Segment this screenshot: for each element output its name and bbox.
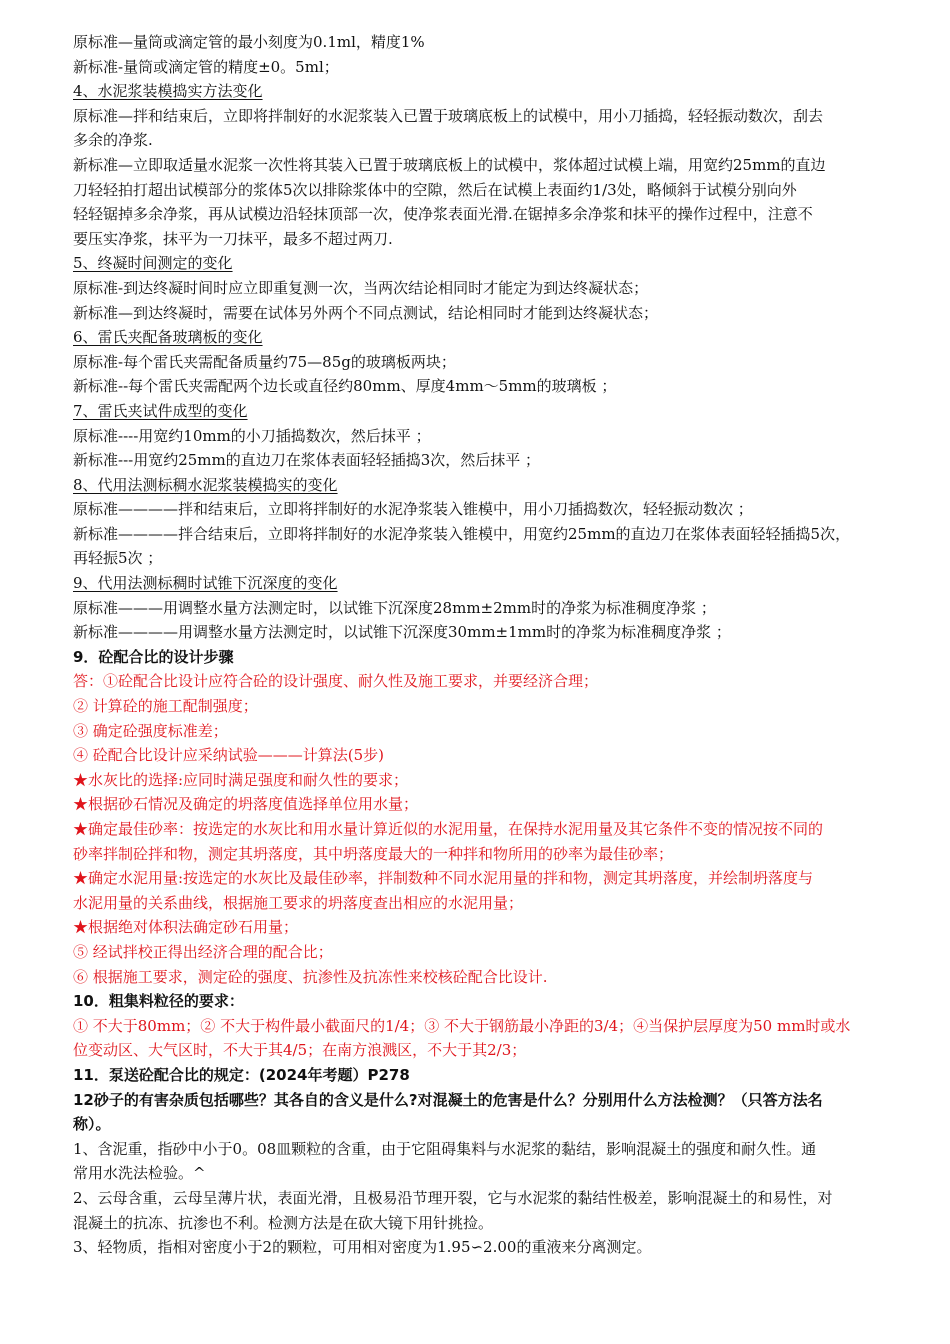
answer-line: 答：①砼配合比设计应符合砼的设计强度、耐久性及施工要求，并要经济合理；	[73, 672, 599, 691]
text-line: 轻轻锯掉多余净浆，再从试模边沿轻抹顶部一次，使净浆表面光滑.在锯掉多余净浆和抹平的操作过程中，注意不	[73, 205, 813, 224]
section-heading: 8、代用法测标稠水泥浆装模捣实的变化	[73, 475, 338, 494]
text-line: 原标准—量筒或滴定管的最小刻度为0.1ml，精度1%	[73, 33, 425, 51]
answer-line: ★确定最佳砂率：按选定的水灰比和用水量计算近似的水泥用量，在保持水泥用量及其它条件不变的情况按不同的	[73, 820, 824, 838]
text-line: 2、云母含重，云母呈薄片状，表面光滑，且极易沿节理开裂，它与水泥浆的黏结性极差，影响混凝土的和易性，对	[73, 1188, 833, 1207]
answer-line: ★水灰比的选择:应同时满足强度和耐久性的要求；	[73, 770, 409, 789]
text-line: 多余的净浆.	[73, 131, 153, 150]
text-line: 再轻振5次 ；	[73, 549, 163, 568]
text-line: 3、轻物质，指相对密度小于2的颗粒，可用相对密度为1.95∽2.00的重液来分离测定。	[73, 1238, 652, 1257]
answer-line: ⑤ 经试拌校正得出经济合理的配合比；	[73, 942, 333, 961]
answer-line: 砂率拌制砼拌和物，测定其坍落度，其中坍落度最大的一种拌和物所用的砂率为最佳砂率；	[73, 844, 674, 863]
question-heading: 9．砼配合比的设计步骤	[73, 647, 234, 666]
answer-line: ③ 确定砼强度标准差；	[73, 721, 228, 740]
text-line: 1、含泥重，指砂中小于0。08皿颗粒的含重，由于它阻碍集料与水泥浆的黏结，影响混凝土的强度和耐久性。通	[73, 1139, 817, 1158]
answer-line: 水泥用量的关系曲线，根据施工要求的坍落度查出相应的水泥用量；	[73, 893, 524, 912]
answer-line: ★根据砂石情况及确定的坍落度值选择单位用水量；	[73, 795, 419, 814]
text-line: 新标准—到达终凝时，需要在试体另外两个不同点测试，结论相同时才能到达终凝状态；	[73, 303, 659, 322]
text-line: 原标准———用调整水量方法测定时，以试锥下沉深度28mm±2mm时的净浆为标准稠度净浆 ；	[73, 598, 716, 617]
text-line: 新标准---用宽约25mm的直边刀在浆体表面轻轻插捣3次，然后抹平 ；	[73, 451, 541, 470]
text-line: 原标准————拌和结束后，立即将拌制好的水泥净浆装入锥模中，用小刀插捣数次，轻轻振动数次 ；	[73, 500, 753, 519]
answer-line: ★确定水泥用量:按选定的水灰比及最佳砂率，拌制数种不同水泥用量的拌和物，测定其坍落度，并绘制坍落度与	[73, 869, 814, 888]
text-line: 新标准--每个雷氏夹需配两个边长或直径约80mm、厚度4mm～5mm的玻璃板 ；	[73, 377, 617, 396]
text-line: 原标准----用宽约10mm的小刀插捣数次，然后抹平 ；	[73, 426, 431, 445]
text-line: 原标准-到达终凝时间时应立即重复测一次，当两次结论相同时才能定为到达终凝状态；	[73, 278, 649, 297]
answer-line: ② 计算砼的施工配制强度；	[73, 697, 258, 716]
text-line: 刀轻轻拍打超出试模部分的浆体5次以排除浆体中的空隙，然后在试模上表面约1/3处，略倾斜于试模分别向外	[73, 180, 797, 199]
answer-line: 位变动区、大气区时，不大于其4/5；在南方浪溅区，不大于其2/3；	[73, 1041, 527, 1060]
answer-line: ★根据绝对体积法确定砂石用量；	[73, 918, 299, 937]
question-heading: 12砂子的有害杂质包括哪些？其各自的含义是什么?对混凝土的危害是什么？分别用什么方法检测？（只答方法名	[73, 1090, 823, 1109]
text-line: 原标准—拌和结束后，立即将拌制好的水泥浆装入已置于玻璃底板上的试模中，用小刀插捣，轻轻振动数次，刮去	[73, 106, 824, 125]
section-heading: 4、水泥浆装模捣实方法变化	[73, 82, 263, 101]
text-line: 新标准—立即取适量水泥浆一次性将其装入已置于玻璃底板上的试模中，浆体超过试模上端，用宽约25mm的直边	[73, 155, 826, 174]
text-line: 要压实净浆，抹平为一刀抹平，最多不超过两刀.	[73, 229, 393, 248]
section-heading: 9、代用法测标稠时试锥下沉深度的变化	[73, 574, 338, 593]
answer-line: ④ 砼配合比设计应采纳试验———计算法(5步)	[73, 746, 385, 765]
question-heading: 11．泵送砼配合比的规定：(2024年考题）P278	[73, 1065, 410, 1084]
text-line: 混凝土的抗冻、抗渗也不利。检测方法是在砍大镜下用针挑捡。	[73, 1213, 494, 1232]
text-line: 常用水洗法检验。^	[73, 1164, 206, 1183]
answer-line: ① 不大于80mm；② 不大于构件最小截面尺的1/4；③ 不大于钢筋最小净距的3/4；④当保护层厚度为50 mm时或水	[73, 1016, 851, 1035]
question-heading: 10．粗集料粒径的要求：	[73, 992, 244, 1011]
text-line: 新标准————拌合结束后，立即将拌制好的水泥净浆装入锥模中，用宽约25mm的直边刀在浆体表面轻轻插捣5次，	[73, 524, 851, 543]
answer-line: ⑥ 根据施工要求，测定砼的强度、抗渗性及抗冻性来校核砼配合比设计.	[73, 967, 548, 986]
section-heading: 6、雷氏夹配备玻璃板的变化	[73, 328, 263, 347]
text-line: 新标准————用调整水量方法测定时，以试锥下沉深度30mm±1mm时的净浆为标准稠度净浆 ；	[73, 623, 731, 642]
section-heading: 5、终凝时间测定的变化	[73, 254, 233, 273]
question-heading: 称）。	[73, 1115, 111, 1134]
document-body	[73, 30, 915, 1260]
text-line: 原标准-每个雷氏夹需配备质量约75—85g的玻璃板两块；	[73, 352, 456, 371]
section-heading: 7、雷氏夹试件成型的变化	[73, 401, 248, 420]
text-line: 新标准-量筒或滴定管的精度±0。5ml；	[73, 57, 339, 76]
